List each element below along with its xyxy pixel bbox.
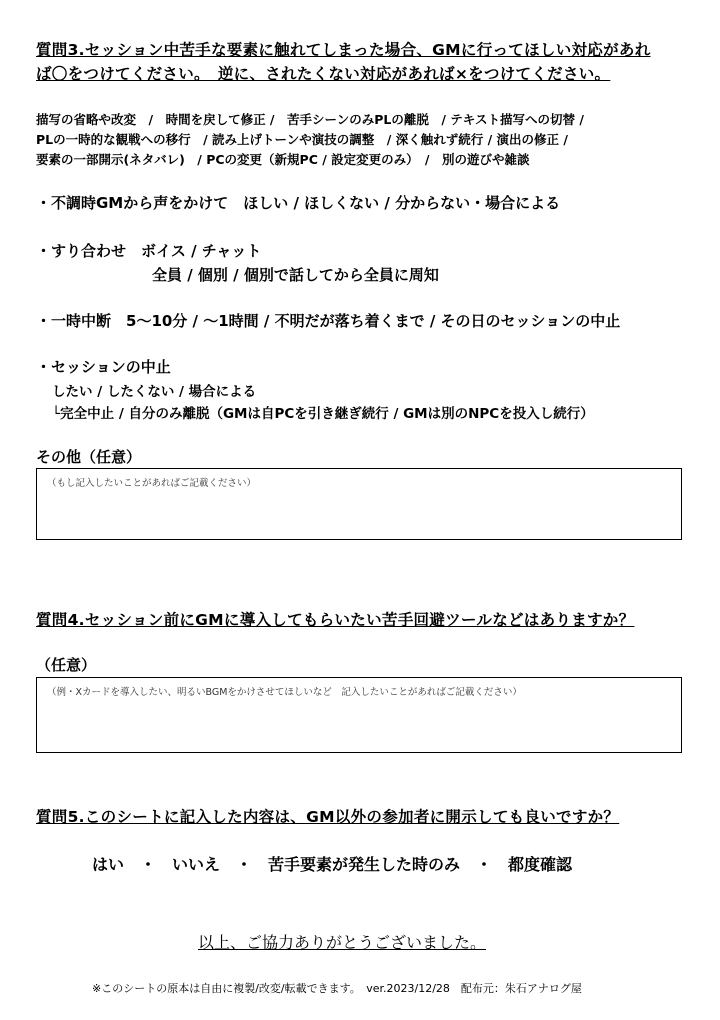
q3-title-line1: 質問3.セッション中苦手な要素に触れてしまった場合、GMに行ってほしい対応があれ [36,41,651,59]
q3-pause-options: ・一時中断 5〜10分 / 〜1時間 / 不明だが落ち着くまで / その日のセッションの中止 [36,312,621,330]
q3-title-line2: ば〇をつけてください。 逆に、されたくない対応があれば×をつけてください。 [36,65,611,83]
q5-title: 質問5.このシートに記入した内容は、GM以外の参加者に開示しても良いですか？ [36,808,620,826]
other-label: その他（任意） [36,448,142,466]
footer-note: ※このシートの原本は自由に複製/改変/転載できます。 ver.2023/12/28 配布元：朱石アナログ屋 [92,982,582,995]
q5-options: はい ・ いいえ ・ 苦手要素が発生した時のみ ・ 都度確認 [92,855,573,874]
q3-options-line2: PLの一時的な観戦への移行 / 読み上げトーンや演技の調整 / 深く触れず続行 / 演出の修正 / [36,132,568,147]
other-placeholder: （もし記入したいことがあればご記載ください） [47,478,257,489]
closing-message: 以上、ご協力ありがとうございました。 [198,933,487,952]
other-input[interactable] [36,468,682,540]
q3-stop-line1: したい / したくない / 場合による [52,384,257,400]
q3-sync-line2: 全員 / 個別 / 個別で話してから全員に周知 [152,266,439,284]
q3-options-line1: 描写の省略や改変 / 時間を戻して修正 / 苦手シーンのみPLの離脱 / テキスト描写への切替 / [36,112,584,127]
q3-options-line3: 要素の一部開示(ネタバレ) / PCの変更（新規PC / 設定変更のみ） / 別の遊びや雑談 [36,152,530,167]
q3-stop-title: ・セッションの中止 [36,358,171,376]
q4-title: 質問4.セッション前にGMに導入してもらいたい苦手回避ツールなどはありますか？ [36,611,635,629]
q3-sync-line1: ・すり合わせ ボイス / チャット [36,242,262,260]
q4-label: （任意） [36,656,97,674]
q4-placeholder: （例・Xカードを導入したい、明るいBGMをかけさせてほしいなど 記入したいことがあればご記載ください） [47,687,522,698]
q3-stop-line2: └完全中止 / 自分のみ離脱（GMは自PCを引き継ぎ続行 / GMは別のNPCを投入し続行） [52,406,594,422]
q3-call-options: ・不調時GMから声をかけて ほしい / ほしくない / 分からない・場合による [36,194,561,212]
q4-input[interactable] [36,677,682,753]
